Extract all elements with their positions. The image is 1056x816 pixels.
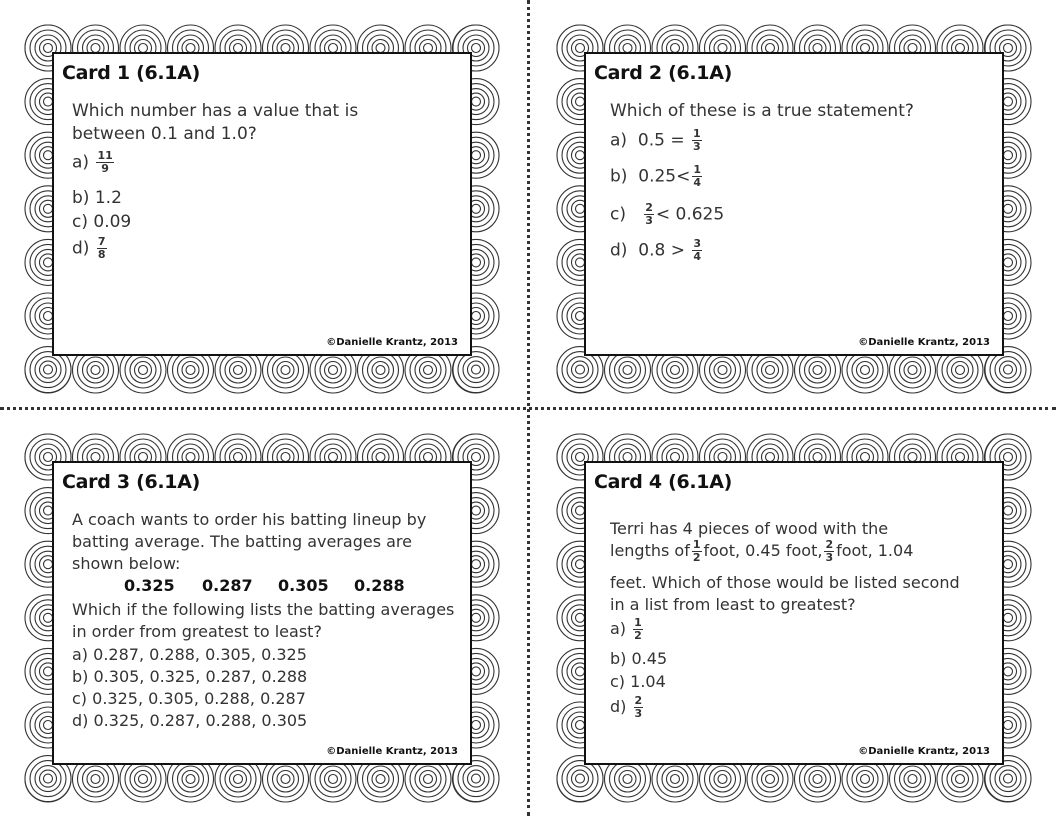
- card-title: Card 1 (6.1A): [62, 62, 201, 84]
- option-b: b) 0.25< $\frac{1}{4}$: [610, 163, 702, 189]
- question-line-4: in a list from least to greatest?: [610, 595, 856, 614]
- average-value: 0.305: [278, 576, 329, 595]
- copyright-credit: ©Danielle Krantz, 2013: [326, 746, 458, 757]
- option-d: d) 0.8 > $\frac{3}{4}$: [610, 237, 701, 263]
- card-1: [24, 24, 500, 394]
- fraction: $\frac{1}{2}$: [634, 616, 642, 642]
- question-line-2: lengths of $\frac{1}{2}$ foot, 0.45 foot, $\frac{2}{3}$ foot, 1.04: [610, 538, 914, 564]
- option-b: b) 1.2: [72, 188, 122, 208]
- question-line-3: feet. Which of those would be listed second: [610, 573, 960, 592]
- fraction: $\frac{1}{4}$: [693, 163, 702, 189]
- card-3: [24, 433, 500, 803]
- option-c: c) 0.325, 0.305, 0.288, 0.287: [72, 689, 306, 708]
- option-a: a) $\frac{1}{2}$: [610, 616, 642, 642]
- card-2: [556, 24, 1032, 394]
- question-text: Which of these is a true statement?: [610, 101, 914, 121]
- option-a: a) $\frac{11}{9}$: [72, 149, 113, 175]
- card-title: Card 3 (6.1A): [62, 471, 201, 493]
- option-a: a) 0.5 = $\frac{1}{3}$: [610, 127, 701, 153]
- option-c: c) 0.09: [72, 212, 132, 232]
- fraction: $\frac{2}{3}$: [825, 538, 834, 564]
- average-value: 0.288: [354, 576, 405, 595]
- average-value: 0.325: [124, 576, 175, 595]
- card-3-body: [52, 461, 472, 765]
- average-value: 0.287: [202, 576, 253, 595]
- question-text: A coach wants to order his batting lineup by batting average. The batting averages are shown below:: [72, 510, 427, 573]
- fraction: $\frac{11}{9}$: [97, 149, 113, 175]
- fraction: $\frac{2}{3}$: [634, 694, 643, 720]
- option-b: b) 0.45: [610, 649, 668, 668]
- fraction: $\frac{3}{4}$: [693, 237, 701, 263]
- card-4: [556, 433, 1032, 803]
- card-title: Card 4 (6.1A): [594, 471, 733, 493]
- question-line-1: Terri has 4 pieces of wood with the: [610, 519, 889, 538]
- fraction: $\frac{2}{3}$: [645, 201, 653, 227]
- fraction: $\frac{7}{8}$: [97, 235, 106, 261]
- option-a: a) 0.287, 0.288, 0.305, 0.325: [72, 645, 307, 664]
- option-d: d) $\frac{7}{8}$: [72, 235, 106, 261]
- card-title: Card 2 (6.1A): [594, 62, 733, 84]
- copyright-credit: ©Danielle Krantz, 2013: [858, 746, 990, 757]
- question-text-2: Which if the following lists the batting averages in order from greatest to least?: [72, 600, 455, 641]
- option-d: d) $\frac{2}{3}$: [610, 694, 643, 720]
- copyright-credit: ©Danielle Krantz, 2013: [858, 337, 990, 348]
- question-text: Which number has a value that is between 0.1 and 1.0?: [72, 101, 359, 144]
- card-1-body: [52, 52, 472, 356]
- option-c: c) 1.04: [610, 672, 666, 691]
- fraction: $\frac{1}{2}$: [692, 538, 701, 564]
- fraction: $\frac{1}{3}$: [692, 127, 701, 153]
- card-4-body: [584, 461, 1004, 765]
- horizontal-cut-line: [0, 407, 1056, 410]
- option-d: d) 0.325, 0.287, 0.288, 0.305: [72, 711, 308, 730]
- copyright-credit: ©Danielle Krantz, 2013: [326, 337, 458, 348]
- card-2-body: [584, 52, 1004, 356]
- option-b: b) 0.305, 0.325, 0.287, 0.288: [72, 667, 308, 686]
- option-c: c) $\frac{2}{3}$ < 0.625: [610, 201, 725, 227]
